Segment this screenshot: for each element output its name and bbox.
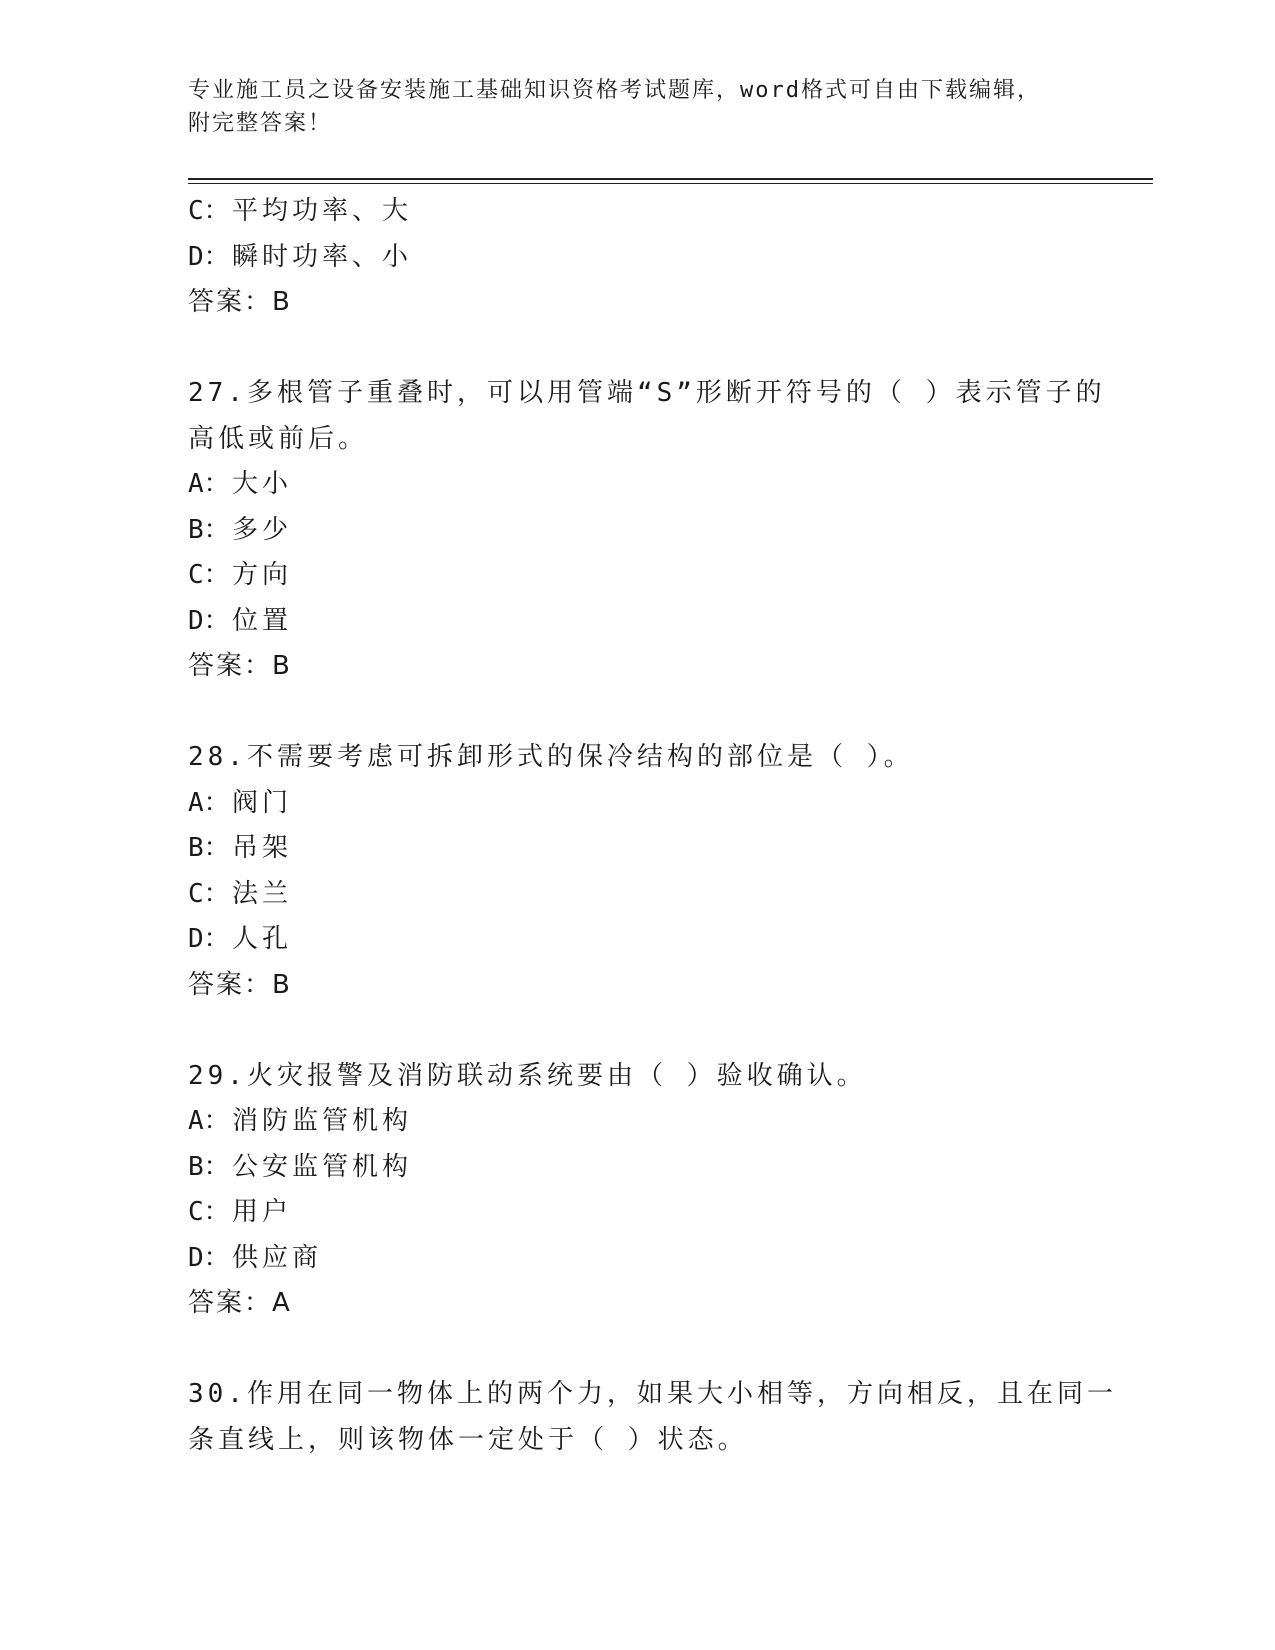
option-letter: A： — [188, 1106, 230, 1136]
question-stem-line-2: 条直线上，则该物体一定处于（ ）状态。 — [188, 1424, 748, 1455]
option-a — [188, 781, 1088, 827]
header-divider-thick — [188, 178, 1153, 180]
option-text: 阀门 — [232, 787, 293, 818]
option-letter: B： — [188, 514, 230, 545]
header-title-line-1: 专业施工员之设备安装施工基础知识资格考试题库，word格式可自由下载编辑， — [188, 78, 1041, 103]
option-text: 瞬时功率、小 — [232, 241, 413, 272]
option-letter: A： — [188, 787, 230, 818]
option-text: 位置 — [232, 605, 293, 636]
option-letter: D： — [188, 241, 230, 272]
question-stem-line-1: 27.多根管子重叠时，可以用管端“S”形断开符号的（ ）表示管子的 — [188, 378, 1106, 408]
question-27 — [188, 371, 1106, 690]
option-c — [188, 872, 1088, 918]
option-letter: B： — [188, 1151, 230, 1182]
option-letter: D： — [188, 605, 230, 636]
option-b — [188, 508, 1088, 554]
option-c — [188, 189, 1088, 235]
option-text: 多少 — [232, 514, 293, 545]
option-c — [188, 1190, 1088, 1236]
option-letter: D： — [188, 924, 230, 954]
option-text: 用户 — [232, 1197, 293, 1227]
option-text: 吊架 — [232, 833, 293, 863]
header-title-line-2: 附完整答案！ — [188, 111, 333, 136]
option-text: 平均功率、大 — [232, 196, 413, 226]
document-header — [188, 74, 1068, 140]
option-letter: B： — [188, 833, 230, 863]
spacer — [188, 1008, 1088, 1054]
question-stem-line-1: 28.不需要考虑可拆卸形式的保冷结构的部位是（ ）。 — [188, 742, 914, 772]
option-text: 公安监管机构 — [232, 1151, 413, 1182]
question-28 — [188, 735, 1088, 1008]
question-stem-line-1: 29.火灾报警及消防联动系统要由（ ）验收确认。 — [188, 1060, 867, 1091]
answer-line: 答案：A — [188, 1288, 292, 1318]
option-text: 供应商 — [232, 1242, 323, 1273]
option-c — [188, 553, 1088, 599]
option-text: 消防监管机构 — [232, 1106, 413, 1136]
answer-line: 答案：B — [188, 287, 292, 317]
option-b — [188, 1145, 1088, 1191]
option-d — [188, 235, 1088, 281]
option-letter: D： — [188, 1242, 230, 1273]
question-stem-line-2: 高低或前后。 — [188, 423, 369, 454]
question-stem-line-1: 30.作用在同一物体上的两个力，如果大小相等，方向相反，且在同一 — [188, 1379, 1117, 1409]
option-text: 法兰 — [232, 878, 293, 909]
option-letter: C： — [188, 1197, 230, 1227]
option-d — [188, 1236, 1088, 1282]
option-letter: C： — [188, 560, 230, 590]
prev-question-block — [188, 189, 1088, 326]
option-a — [188, 462, 1088, 508]
question-30 — [188, 1372, 1117, 1463]
spacer — [188, 690, 1088, 736]
spacer — [188, 326, 1088, 372]
option-d — [188, 599, 1088, 645]
option-text: 方向 — [232, 560, 293, 590]
spacer — [188, 1327, 1088, 1373]
header-divider-thin — [188, 183, 1153, 184]
option-a — [188, 1099, 1088, 1145]
option-letter: A： — [188, 469, 230, 499]
option-b — [188, 826, 1088, 872]
option-text: 大小 — [232, 469, 293, 499]
option-letter: C： — [188, 878, 230, 909]
option-letter: C： — [188, 196, 230, 226]
question-content — [188, 189, 1117, 1463]
answer-line: 答案：B — [188, 969, 292, 1000]
option-text: 人孔 — [232, 924, 293, 954]
question-29 — [188, 1054, 1088, 1327]
answer-line: 答案：B — [188, 651, 292, 681]
option-d — [188, 917, 1088, 963]
